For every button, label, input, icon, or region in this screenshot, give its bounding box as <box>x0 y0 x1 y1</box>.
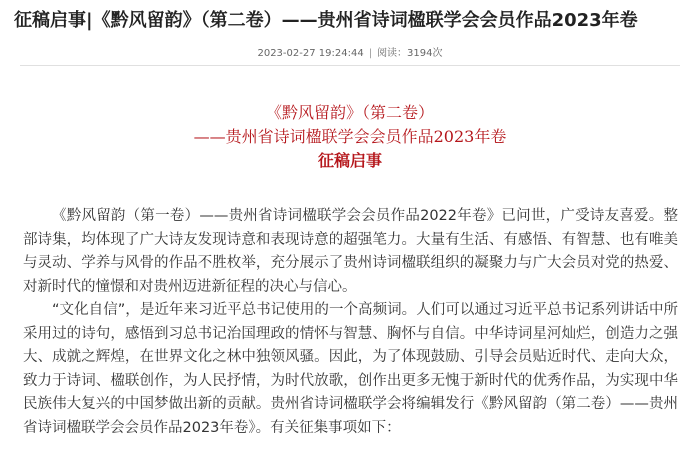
body-paragraph-2: “文化自信”，是近年来习近平总书记使用的一个高频词。人们可以通过习近平总书记系列讲话中所采用过的诗句，感悟到习总书记治国理政的情怀与智慧、胸怀与自信。中华诗词星河灿烂，创造力之强大、成就之辉煌，在世界文化之林中独领风骚。因此，为了体现鼓励、引导会员贴近时代、走向大众，致力于诗词、楹联创作，为人民抒情，为时代放歌，创作出更多无愧于新时代的优秀作品，为实现中华民族伟大复兴的中国梦做出新的贡献。贵州省诗词楹联学会将编辑发行《黔风留韵（第二卷）——贵州省诗词楹联学会会员作品2023年卷》。有关征集事项如下： <box>23 302 678 436</box>
body-paragraph-1: 《黔风留韵（第一卷）——贵州省诗词楹联学会会员作品2022年卷》已问世，广受诗友喜爱。整部诗集，均体现了广大诗友发现诗意和表现诗意的超强笔力。大量有生活、有感悟、有智慧、也有唯美与灵动、学养与风骨的作品不胜枚举，充分展示了贵州诗词楹联组织的凝聚力与广大会员对党的热爱、对新时代的憧憬和对贵州迈进新征程的决心与信心。 <box>23 208 678 295</box>
read-count: 阅读：3194次 <box>377 48 443 59</box>
article-headline: 征稿启事|《黔风留韵》（第二卷）——贵州省诗词楹联学会会员作品2023年卷 <box>14 10 638 31</box>
meta-separator: | <box>368 48 373 59</box>
header-divider <box>20 65 680 66</box>
notice-title-line3: 征稿启事 <box>317 151 382 170</box>
publish-date: 2023-02-27 19:24:44 <box>257 48 364 59</box>
article-meta <box>0 44 700 59</box>
notice-title-line2: ——贵州省诗词楹联学会会员作品2023年卷 <box>193 127 507 146</box>
article-body <box>23 205 678 440</box>
notice-title-line1: 《黔风留韵》（第二卷） <box>265 103 434 122</box>
